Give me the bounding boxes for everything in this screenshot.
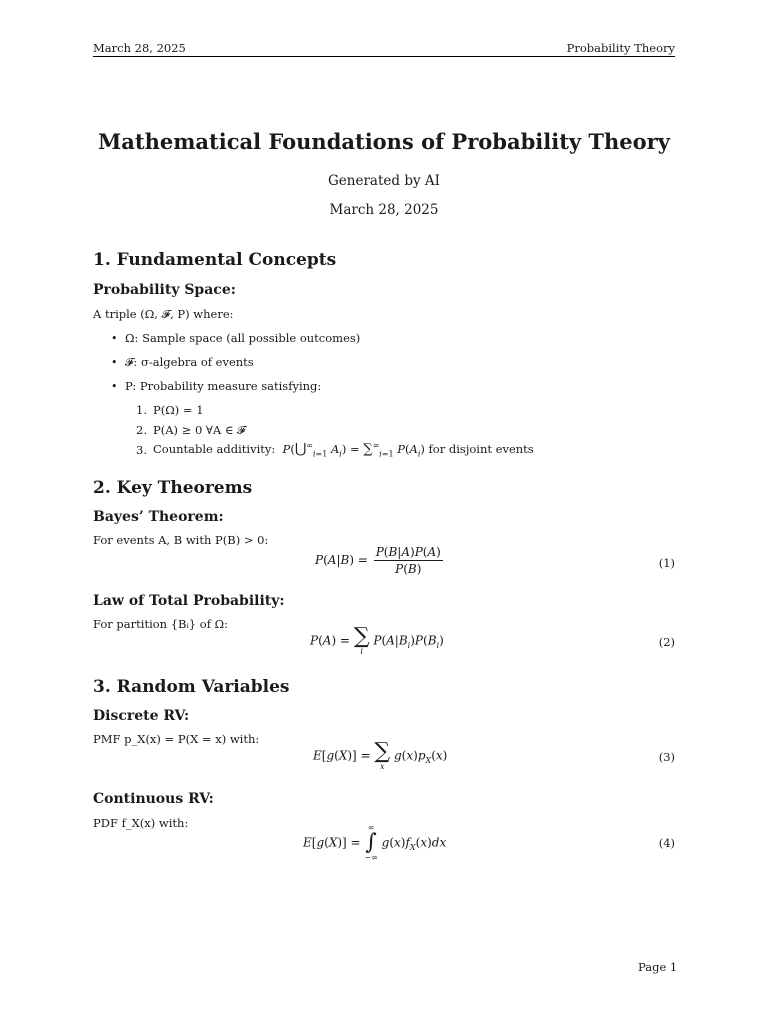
equation-number: (2) [658,635,675,649]
bullet-dot: • [111,332,118,345]
subheading-discrete-rv: Discrete RV: [93,708,190,724]
list-number: 3. [136,443,147,457]
subheading-total-probability: Law of Total Probability: [93,593,285,609]
list-number: 2. [136,423,147,437]
bullet-probability-measure: P: Probability measure satisfying: [125,379,322,393]
countable-additivity-formula: P [278,442,291,456]
paper-title: Mathematical Foundations of Probability Theory [98,129,670,154]
date: March 28, 2025 [329,202,439,218]
continuous-rv-intro: PDF f_X(x) with: [93,816,189,830]
subheading-continuous-rv: Continuous RV: [93,791,214,807]
discrete-rv-intro: PMF p_X(x) = P(X = x) with: [93,732,260,746]
section-heading-3: 3. Random Variables [93,677,290,697]
header-rule [93,56,675,57]
section-heading-1: 1. Fundamental Concepts [93,250,337,270]
bullet-dot: • [111,356,118,369]
subheading-bayes: Bayes’ Theorem: [93,509,224,525]
axiom-2: P(A) ≥ 0 ∀A ∈ 𝓕 [153,423,246,437]
equation-number: (3) [658,750,675,764]
equation-number: (1) [658,556,675,570]
header-date: March 28, 2025 [93,41,186,55]
equation-discrete-expectation: E[g(X)] = ∑ x $g(x)p_X(x)$ [313,739,448,771]
bullet-dot: • [111,380,118,393]
list-number: 1. [136,403,147,417]
equation-bayes: P(A|B) = $\frac{P(B|A)P(A)}{P(B)}$ [315,545,441,576]
page-number: Page 1 [638,960,678,974]
section-heading-2: 2. Key Theorems [93,478,253,498]
prob-space-intro: A triple (Ω, 𝓕, P) where: [93,307,234,321]
author: Generated by AI [328,173,440,189]
total-probability-intro: For partition {Bᵢ} of Ω: [93,617,229,631]
axiom-3: Countable additivity: $P(⋃^\infty_{i=1}$ $A_i) = \sum^\infty_{i=1}$ $P(A_i)$ for disjoint events [153,441,534,459]
bullet-sample-space: Ω: Sample space (all possible outcomes) [125,331,361,345]
subheading-probability-space: Probability Space: [93,282,236,298]
header-running-title: Probability Theory [566,41,675,55]
equation-number: (4) [658,836,675,850]
axiom-3-suffix: for disjoint events [428,442,534,456]
axiom-3-label: Countable additivity: [153,442,276,456]
equation-continuous-expectation: E[g(X)] = ∞ ∫ −∞ $g(x)f_X(x)dx$ [303,823,447,862]
bullet-sigma-algebra: 𝓕: σ-algebra of events [125,355,254,369]
equation-total-probability: P(A) = ∑ i $P(A|B_i)P(B_i)$ [310,624,444,656]
axiom-1: P(Ω) = 1 [153,403,204,417]
bayes-intro: For events A, B with P(B) > 0: [93,533,269,547]
